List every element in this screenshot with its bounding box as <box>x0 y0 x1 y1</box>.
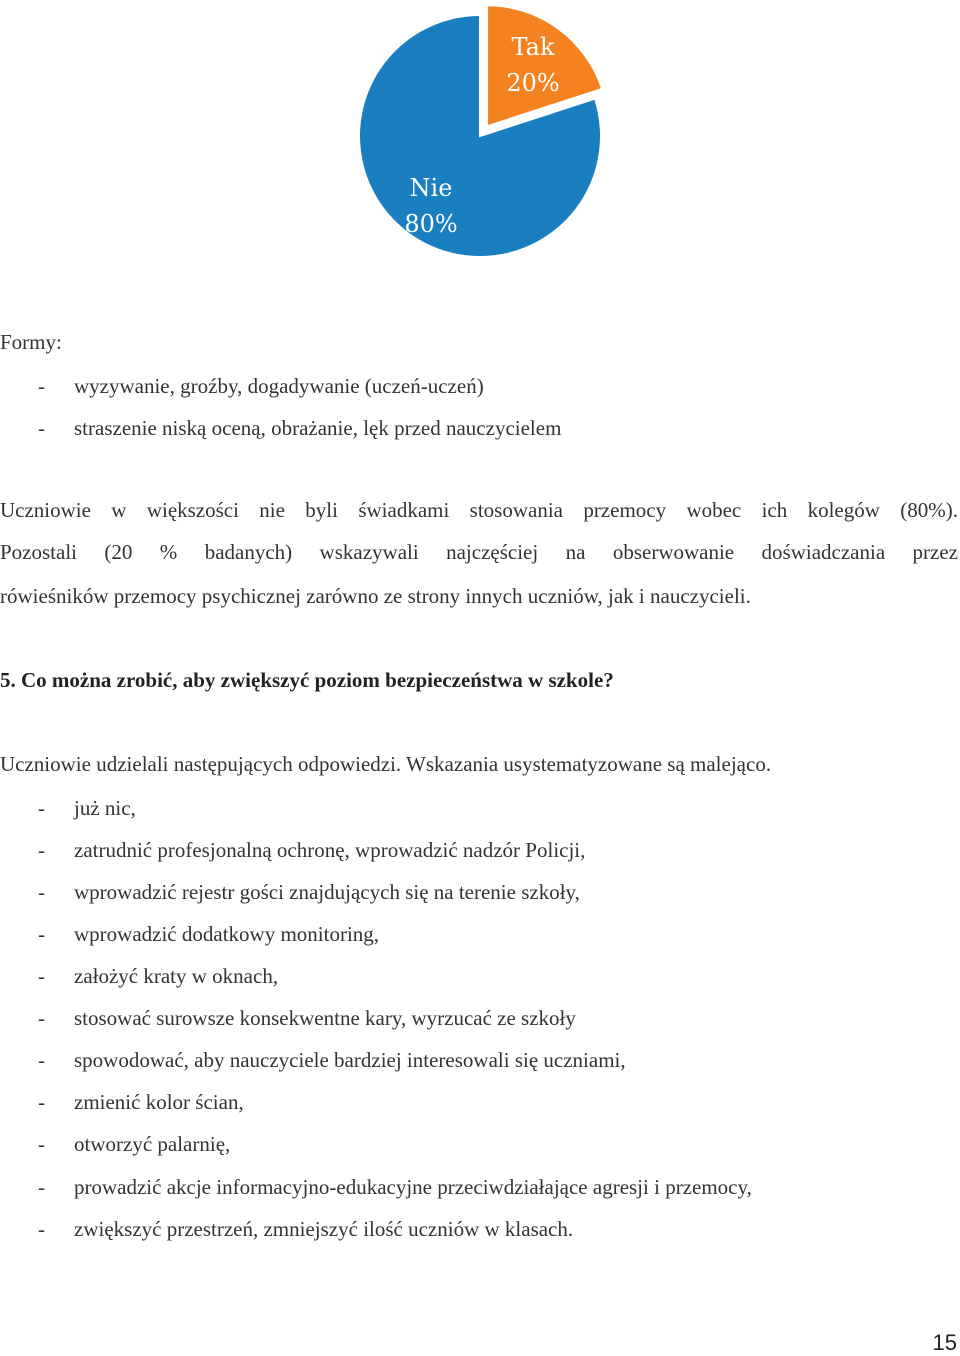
bullet-dash: - <box>38 1006 45 1030</box>
answer-text: zwiększyć przestrzeń, zmniejszyć ilość uczniów w klasach. <box>74 1217 574 1241</box>
answer-text: stosować surowsze konsekwentne kary, wyrzucać ze szkoły <box>74 1006 576 1030</box>
answer-item <box>38 838 585 863</box>
bullet-dash: - <box>38 964 45 988</box>
paragraph-line: Pozostali (20 % badanych) wskazywali najczęściej na obserwowanie doświadczania przez <box>0 540 958 564</box>
pie-label-tak-value: 20% <box>506 69 560 97</box>
pie-label-nie-name: Nie <box>409 174 453 202</box>
pie-chart <box>340 0 620 270</box>
pie-label-nie-value: 80% <box>404 210 458 238</box>
page-number: 15 <box>932 1330 957 1355</box>
forms-item-text: straszenie niską oceną, obrażanie, lęk przed nauczycielem <box>74 416 562 440</box>
answer-text: spowodować, aby nauczyciele bardziej interesowali się uczniami, <box>74 1048 626 1072</box>
answer-item <box>38 1132 230 1157</box>
bullet-dash: - <box>38 922 45 946</box>
answer-text: założyć kraty w oknach, <box>74 964 279 988</box>
question-heading: 5. Co można zrobić, aby zwiększyć poziom bezpieczeństwa w szkole? <box>0 668 614 692</box>
answer-item <box>38 880 580 905</box>
answer-text: zatrudnić profesjonalną ochronę, wprowadzić nadzór Policji, <box>74 838 586 862</box>
bullet-dash: - <box>38 1217 45 1241</box>
answer-item <box>38 1048 626 1073</box>
paragraph-line: Uczniowie w większości nie byli świadkami stosowania przemocy wobec ich kolegów (80%). <box>0 498 958 522</box>
bullet-dash: - <box>38 1175 45 1199</box>
question-intro: Uczniowie udzielali następujących odpowiedzi. Wskazania usystematyzowane są malejąco. <box>0 752 772 776</box>
answer-item <box>38 964 278 989</box>
answer-item <box>38 922 379 947</box>
forms-item <box>38 374 484 399</box>
bullet-dash: - <box>38 1090 45 1114</box>
forms-item <box>38 416 561 441</box>
answer-text: już nic, <box>74 796 136 820</box>
bullet-dash: - <box>38 416 45 440</box>
bullet-dash: - <box>38 1048 45 1072</box>
bullet-dash: - <box>38 374 45 398</box>
forms-item-text: wyzywanie, groźby, dogadywanie (uczeń-uczeń) <box>74 374 484 398</box>
bullet-dash: - <box>38 880 45 904</box>
answer-text: otworzyć palarnię, <box>74 1132 231 1156</box>
answer-text: wprowadzić rejestr gości znajdujących się na terenie szkoły, <box>74 880 580 904</box>
answer-text: zmienić kolor ścian, <box>74 1090 244 1114</box>
answer-item <box>38 1090 244 1115</box>
pie-label-tak-name: Tak <box>511 33 555 61</box>
answer-item <box>38 1175 752 1200</box>
bullet-dash: - <box>38 838 45 862</box>
bullet-dash: - <box>38 796 45 820</box>
answer-text: prowadzić akcje informacyjno-edukacyjne przeciwdziałające agresji i przemocy, <box>74 1175 752 1199</box>
answer-text: wprowadzić dodatkowy monitoring, <box>74 922 380 946</box>
forms-title: Formy: <box>0 330 62 354</box>
answer-item <box>38 1006 576 1031</box>
answer-item <box>38 1217 573 1242</box>
answer-item <box>38 796 136 821</box>
bullet-dash: - <box>38 1132 45 1156</box>
paragraph-line: rówieśników przemocy psychicznej zarówno ze strony innych uczniów, jak i nauczycieli. <box>0 584 751 608</box>
